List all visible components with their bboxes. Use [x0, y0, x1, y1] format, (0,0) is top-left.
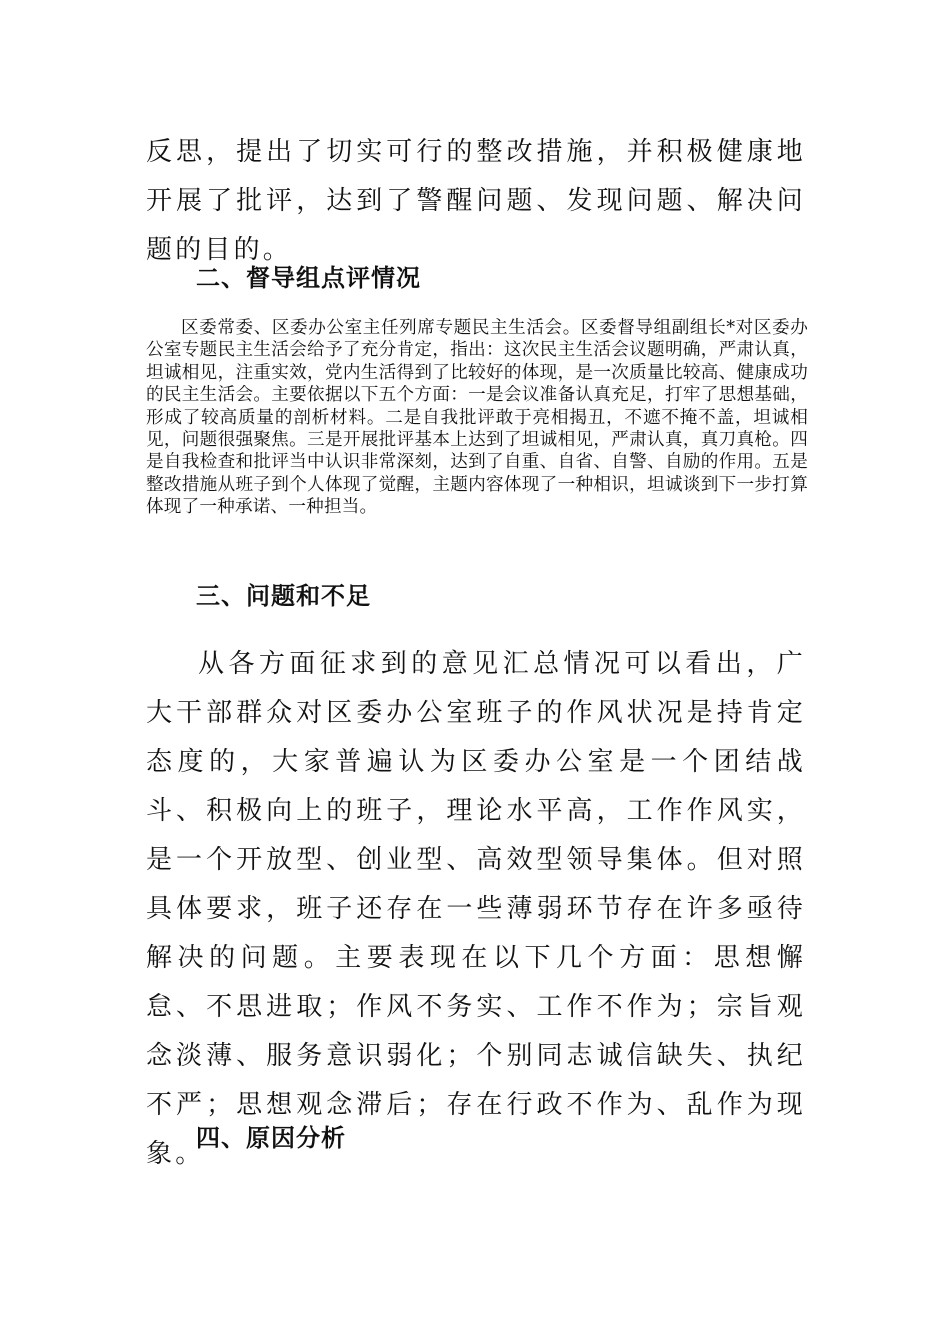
intro-paragraph: 反思，提出了切实可行的整改措施，并积极健康地开展了批评，达到了警醒问题、发现问题、解决问题的目的。: [146, 137, 806, 265]
section-heading-supervision-review: 二、督导组点评情况: [196, 264, 421, 292]
problems-paragraph: 从各方面征求到的意见汇总情况可以看出，广大干部群众对区委办公室班子的作风状况是持肯定态度的，大家普遍认为区委办公室是一个团结战斗、积极向上的班子，理论水平高，工作作风实，是一个开放型、创业型、高效型领导集体。但对照具体要求，班子还存在一些薄弱环节存在许多亟待解决的问题。主要表现在以下几个方面：思想懈怠、不思进取；作风不务实、工作不作为；宗旨观念淡薄、服务意识弱化；个别同志诚信缺失、执纪不严；思想观念滞后；存在行政不作为、乱作为现象。: [146, 649, 806, 1169]
section-heading-cause-analysis: 四、原因分析: [196, 1124, 346, 1152]
section-heading-problems: 三、问题和不足: [196, 582, 371, 610]
supervision-review-paragraph: 区委常委、区委办公室主任列席专题民主生活会。区委督导组副组长*对区委办公室专题民主生活会给予了充分肯定，指出：这次民主生活会议题明确，严肃认真，坦诚相见，注重实效，党内生活得到了比较好的体现，是一次质量比较高、健康成功的民主生活会。主要依据以下五个方面：一是会议准备认真充足，打牢了思想基础，形成了较高质量的剖析材料。二是自我批评敢于亮相揭丑，不遮不掩不盖，坦诚相见，问题很强聚焦。三是开展批评基本上达到了坦诚相见，严肃认真，真刀真枪。四是自我检查和批评当中认识非常深刻，达到了自重、自省、自警、自励的作用。五是整改措施从班子到个人体现了觉醒，主题内容体现了一种相识，坦诚谈到下一步打算体现了一种承诺、一种担当。: [146, 318, 808, 518]
